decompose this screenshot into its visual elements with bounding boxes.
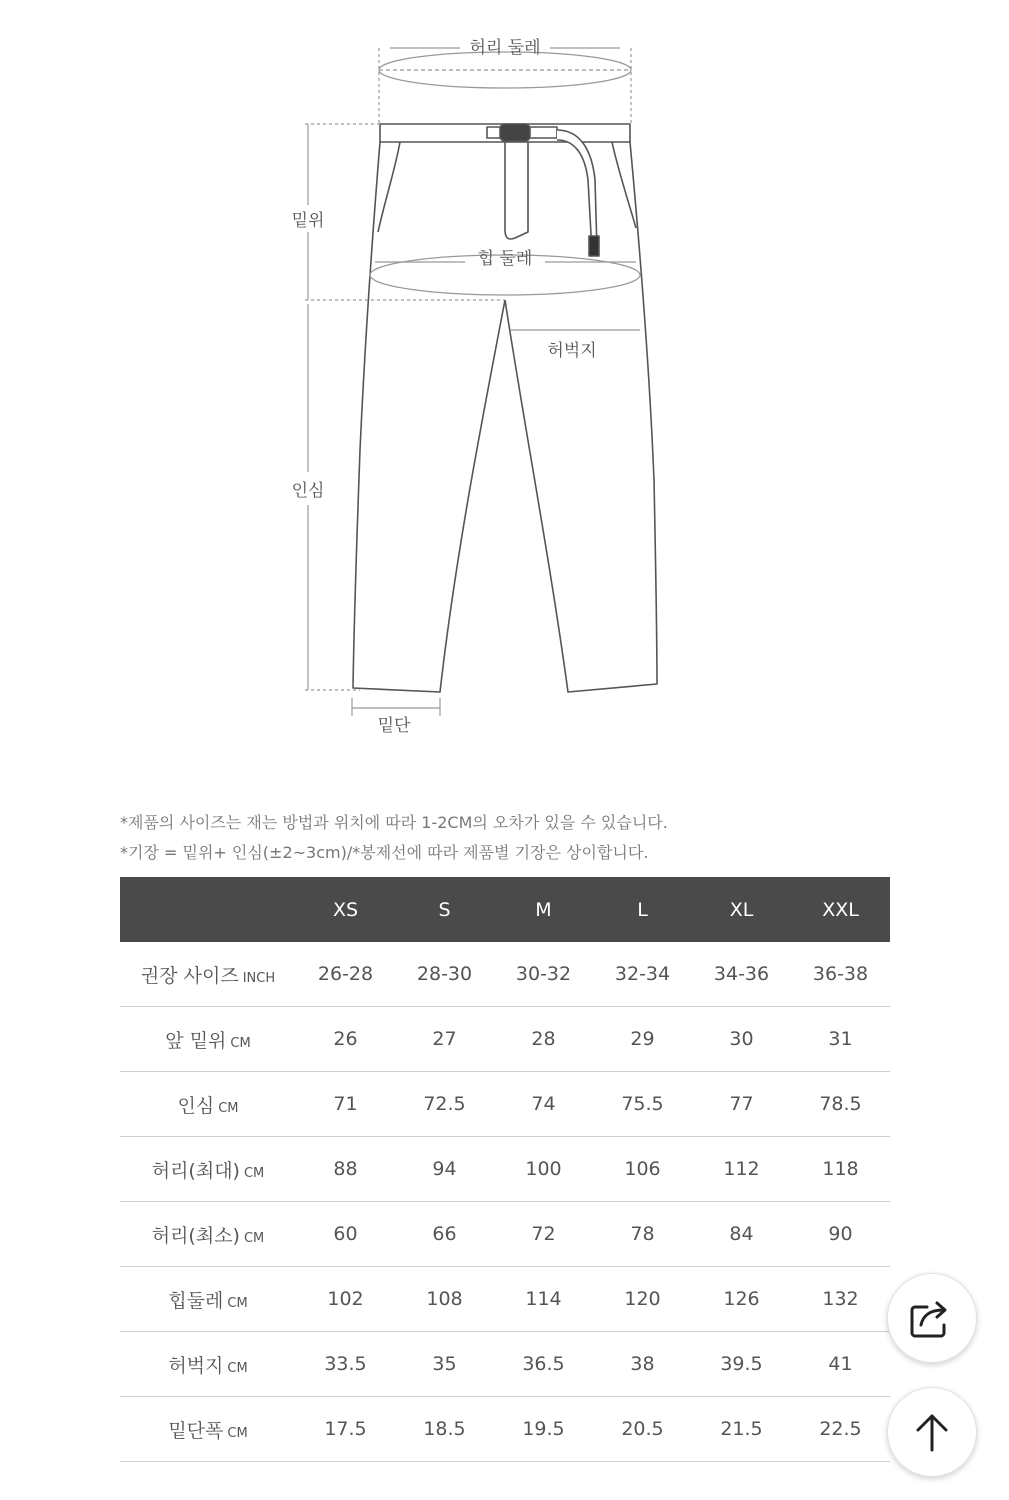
row-unit: INCH xyxy=(242,970,276,986)
scroll-top-button[interactable] xyxy=(887,1387,977,1477)
size-value-cell: 17.5 xyxy=(296,1397,395,1462)
row-label xyxy=(120,1072,296,1137)
row-label-text: 밑단폭 xyxy=(168,1419,224,1442)
share-icon xyxy=(907,1295,957,1341)
size-col-header: M xyxy=(494,877,593,942)
size-value-cell: 126 xyxy=(692,1267,791,1332)
table-row xyxy=(120,1332,890,1397)
size-col-header: S xyxy=(395,877,494,942)
row-label-text: 인심 xyxy=(177,1094,215,1117)
size-value-cell: 75.5 xyxy=(593,1072,692,1137)
size-value-cell: 100 xyxy=(494,1137,593,1202)
inseam-label: 인심 xyxy=(291,481,325,501)
row-label-text: 권장 사이즈 xyxy=(140,964,239,987)
size-value-cell: 60 xyxy=(296,1202,395,1267)
size-value-cell: 112 xyxy=(692,1137,791,1202)
size-value-cell: 77 xyxy=(692,1072,791,1137)
rise-label: 밑위 xyxy=(291,211,325,231)
size-value-cell: 30 xyxy=(692,1007,791,1072)
row-label xyxy=(120,942,296,1007)
size-value-cell: 118 xyxy=(791,1137,890,1202)
size-value-cell: 102 xyxy=(296,1267,395,1332)
row-label xyxy=(120,1007,296,1072)
size-value-cell: 28 xyxy=(494,1007,593,1072)
row-label xyxy=(120,1332,296,1397)
size-value-cell: 20.5 xyxy=(593,1397,692,1462)
row-label xyxy=(120,1397,296,1462)
waist-measure xyxy=(379,48,631,125)
size-value-cell: 71 xyxy=(296,1072,395,1137)
size-value-cell: 26 xyxy=(296,1007,395,1072)
thigh-label: 허벅지 xyxy=(547,341,597,361)
hip-label: 힙 둘레 xyxy=(477,249,533,269)
size-value-cell: 34-36 xyxy=(692,942,791,1007)
size-value-cell: 36.5 xyxy=(494,1332,593,1397)
table-row xyxy=(120,1202,890,1267)
size-value-cell: 36-38 xyxy=(791,942,890,1007)
row-label-text: 허벅지 xyxy=(168,1354,224,1377)
size-value-cell: 29 xyxy=(593,1007,692,1072)
size-value-cell: 41 xyxy=(791,1332,890,1397)
row-unit: CM xyxy=(227,1295,248,1311)
row-unit: CM xyxy=(243,1165,265,1181)
size-value-cell: 38 xyxy=(593,1332,692,1397)
size-value-cell: 72.5 xyxy=(395,1072,494,1137)
size-value-cell: 32-34 xyxy=(593,942,692,1007)
table-row xyxy=(120,1137,890,1202)
size-value-cell: 27 xyxy=(395,1007,494,1072)
size-value-cell: 120 xyxy=(593,1267,692,1332)
size-value-cell: 39.5 xyxy=(692,1332,791,1397)
table-row xyxy=(120,942,890,1007)
table-row xyxy=(120,1397,890,1462)
size-value-cell: 22.5 xyxy=(791,1397,890,1462)
row-label-text: 허리(최대) xyxy=(151,1159,240,1182)
table-row xyxy=(120,1267,890,1332)
row-unit: CM xyxy=(227,1425,248,1441)
size-value-cell: 108 xyxy=(395,1267,494,1332)
row-unit: CM xyxy=(218,1100,239,1116)
size-value-cell: 90 xyxy=(791,1202,890,1267)
row-label-text: 앞 밑위 xyxy=(165,1029,227,1052)
table-row xyxy=(120,1072,890,1137)
size-notes xyxy=(120,808,900,868)
size-col-header: L xyxy=(593,877,692,942)
size-value-cell: 26-28 xyxy=(296,942,395,1007)
row-label-text: 허리(최소) xyxy=(151,1224,240,1247)
size-value-cell: 114 xyxy=(494,1267,593,1332)
note-line: *제품의 사이즈는 재는 방법과 위치에 따라 1-2CM의 오차가 있을 수 있습니다. xyxy=(120,813,668,832)
size-header-row xyxy=(120,877,890,942)
row-unit: CM xyxy=(230,1035,251,1051)
size-value-cell: 72 xyxy=(494,1202,593,1267)
size-value-cell: 78.5 xyxy=(791,1072,890,1137)
size-value-cell: 84 xyxy=(692,1202,791,1267)
share-button[interactable] xyxy=(887,1273,977,1363)
size-value-cell: 106 xyxy=(593,1137,692,1202)
size-value-cell: 66 xyxy=(395,1202,494,1267)
size-value-cell: 94 xyxy=(395,1137,494,1202)
size-value-cell: 132 xyxy=(791,1267,890,1332)
pants-outline xyxy=(353,124,657,692)
size-table xyxy=(120,877,890,1462)
hem-measure xyxy=(352,698,440,716)
size-value-cell: 35 xyxy=(395,1332,494,1397)
size-value-cell: 74 xyxy=(494,1072,593,1137)
size-value-cell: 88 xyxy=(296,1137,395,1202)
row-label-text: 힙둘레 xyxy=(168,1289,224,1312)
row-label xyxy=(120,1267,296,1332)
size-col-header: XS xyxy=(296,877,395,942)
size-value-cell: 18.5 xyxy=(395,1397,494,1462)
size-value-cell: 31 xyxy=(791,1007,890,1072)
note-line: *기장 = 밑위+ 인심(±2~3cm)/*봉제선에 따라 제품별 기장은 상이합니다. xyxy=(120,843,649,862)
row-label xyxy=(120,1202,296,1267)
size-col-header: XXL xyxy=(791,877,890,942)
arrow-up-icon xyxy=(912,1410,952,1454)
table-row xyxy=(120,1007,890,1072)
size-value-cell: 28-30 xyxy=(395,942,494,1007)
row-unit: CM xyxy=(227,1360,248,1376)
size-value-cell: 19.5 xyxy=(494,1397,593,1462)
waist-label: 허리 둘레 xyxy=(469,38,541,58)
row-unit: CM xyxy=(243,1230,265,1246)
row-label xyxy=(120,1137,296,1202)
size-value-cell: 30-32 xyxy=(494,942,593,1007)
size-value-cell: 21.5 xyxy=(692,1397,791,1462)
size-value-cell: 78 xyxy=(593,1202,692,1267)
header-corner xyxy=(120,877,296,942)
rise-measure xyxy=(305,124,505,300)
size-value-cell: 33.5 xyxy=(296,1332,395,1397)
size-col-header: XL xyxy=(692,877,791,942)
hem-label: 밑단 xyxy=(377,716,411,736)
